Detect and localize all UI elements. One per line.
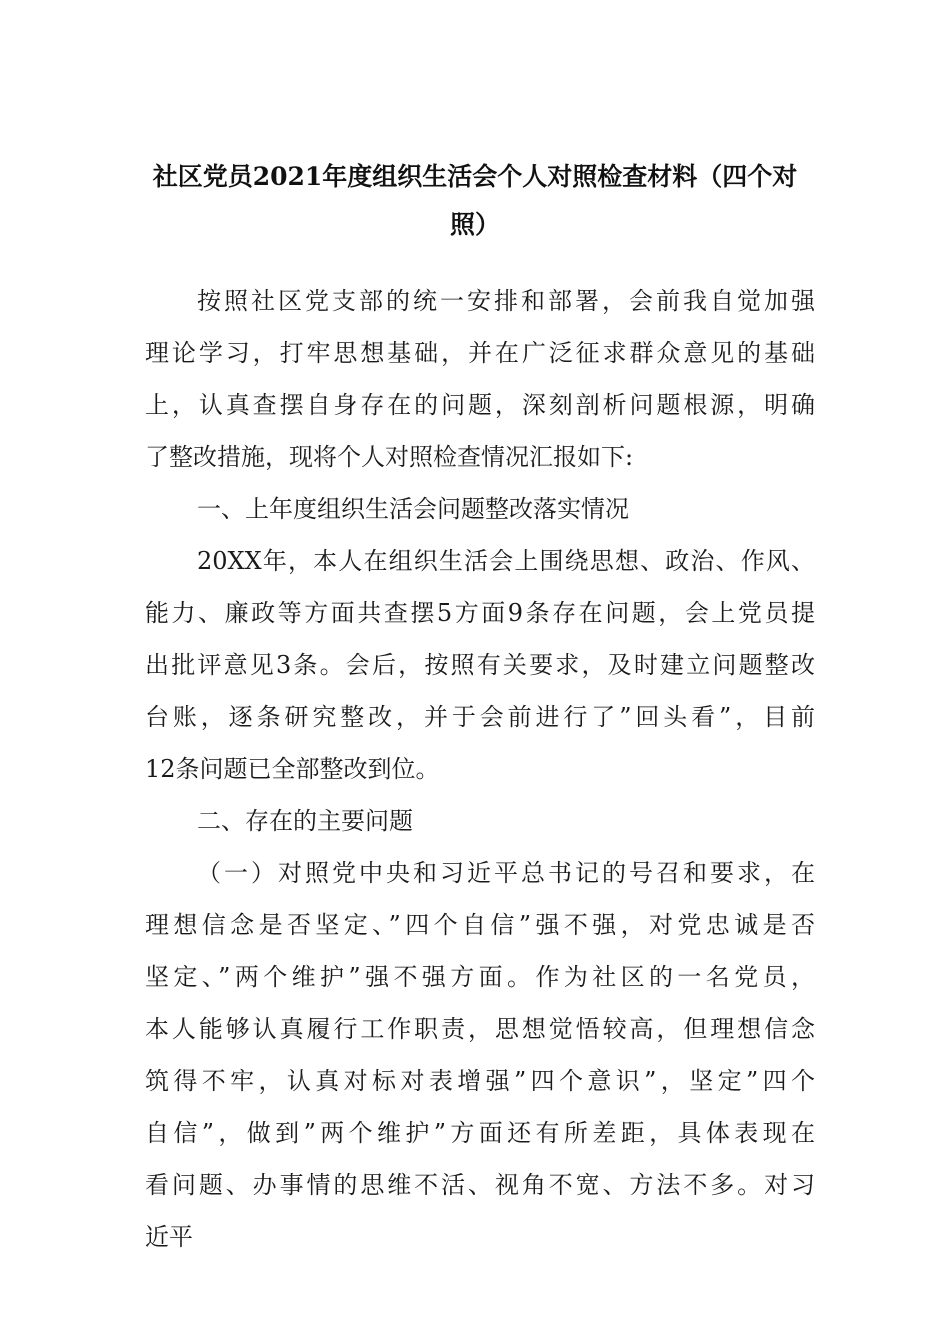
paragraph-line: 能力、廉政等方面共查摆5方面9条存在问题，会上党员提 (145, 599, 815, 627)
paragraph-line: 20XX年，本人在组织生活会上围绕思想、政治、作风、 (197, 547, 815, 575)
paragraph-line: 按照社区党支部的统一安排和部署，会前我自觉加强 (197, 287, 815, 315)
paragraph-line: 近平 (145, 1223, 193, 1251)
paragraph-line: 了整改措施，现将个人对照检查情况汇报如下: (145, 443, 634, 471)
document-title-line-2: 照） (449, 210, 500, 239)
paragraph-line: 筑得不牢，认真对标对表增强”四个意识”，坚定”四个 (145, 1067, 815, 1095)
section-heading-2: 二、存在的主要问题 (197, 807, 413, 835)
document-title-line-1: 社区党员2021年度组织生活会个人对照检查材料（四个对 (152, 162, 798, 191)
paragraph-line: 看问题、办事情的思维不活、视角不宽、方法不多。对习 (145, 1171, 815, 1199)
paragraph-line: 坚定、”两个维护”强不强方面。作为社区的一名党员， (145, 963, 815, 991)
paragraph-line: 上，认真查摆自身存在的问题，深刻剖析问题根源，明确 (145, 391, 815, 419)
paragraph-line: 台账，逐条研究整改，并于会前进行了”回头看”，目前 (145, 703, 815, 731)
document-body (145, 275, 815, 1263)
paragraph-line: 理论学习，打牢思想基础，并在广泛征求群众意见的基础 (145, 339, 815, 367)
paragraph-line: 出批评意见3条。会后，按照有关要求，及时建立问题整改 (145, 651, 815, 679)
paragraph-line: （一）对照党中央和习近平总书记的号召和要求，在 (197, 859, 815, 887)
paragraph-line: 自信”，做到”两个维护”方面还有所差距，具体表现在 (145, 1119, 815, 1147)
paragraph-line: 12条问题已全部整改到位。 (145, 755, 440, 783)
paragraph-line: 本人能够认真履行工作职责，思想觉悟较高，但理想信念 (145, 1015, 815, 1043)
section-heading-1: 一、上年度组织生活会问题整改落实情况 (197, 495, 629, 523)
paragraph-line: 理想信念是否坚定、”四个自信”强不强，对党忠诚是否 (145, 911, 815, 939)
